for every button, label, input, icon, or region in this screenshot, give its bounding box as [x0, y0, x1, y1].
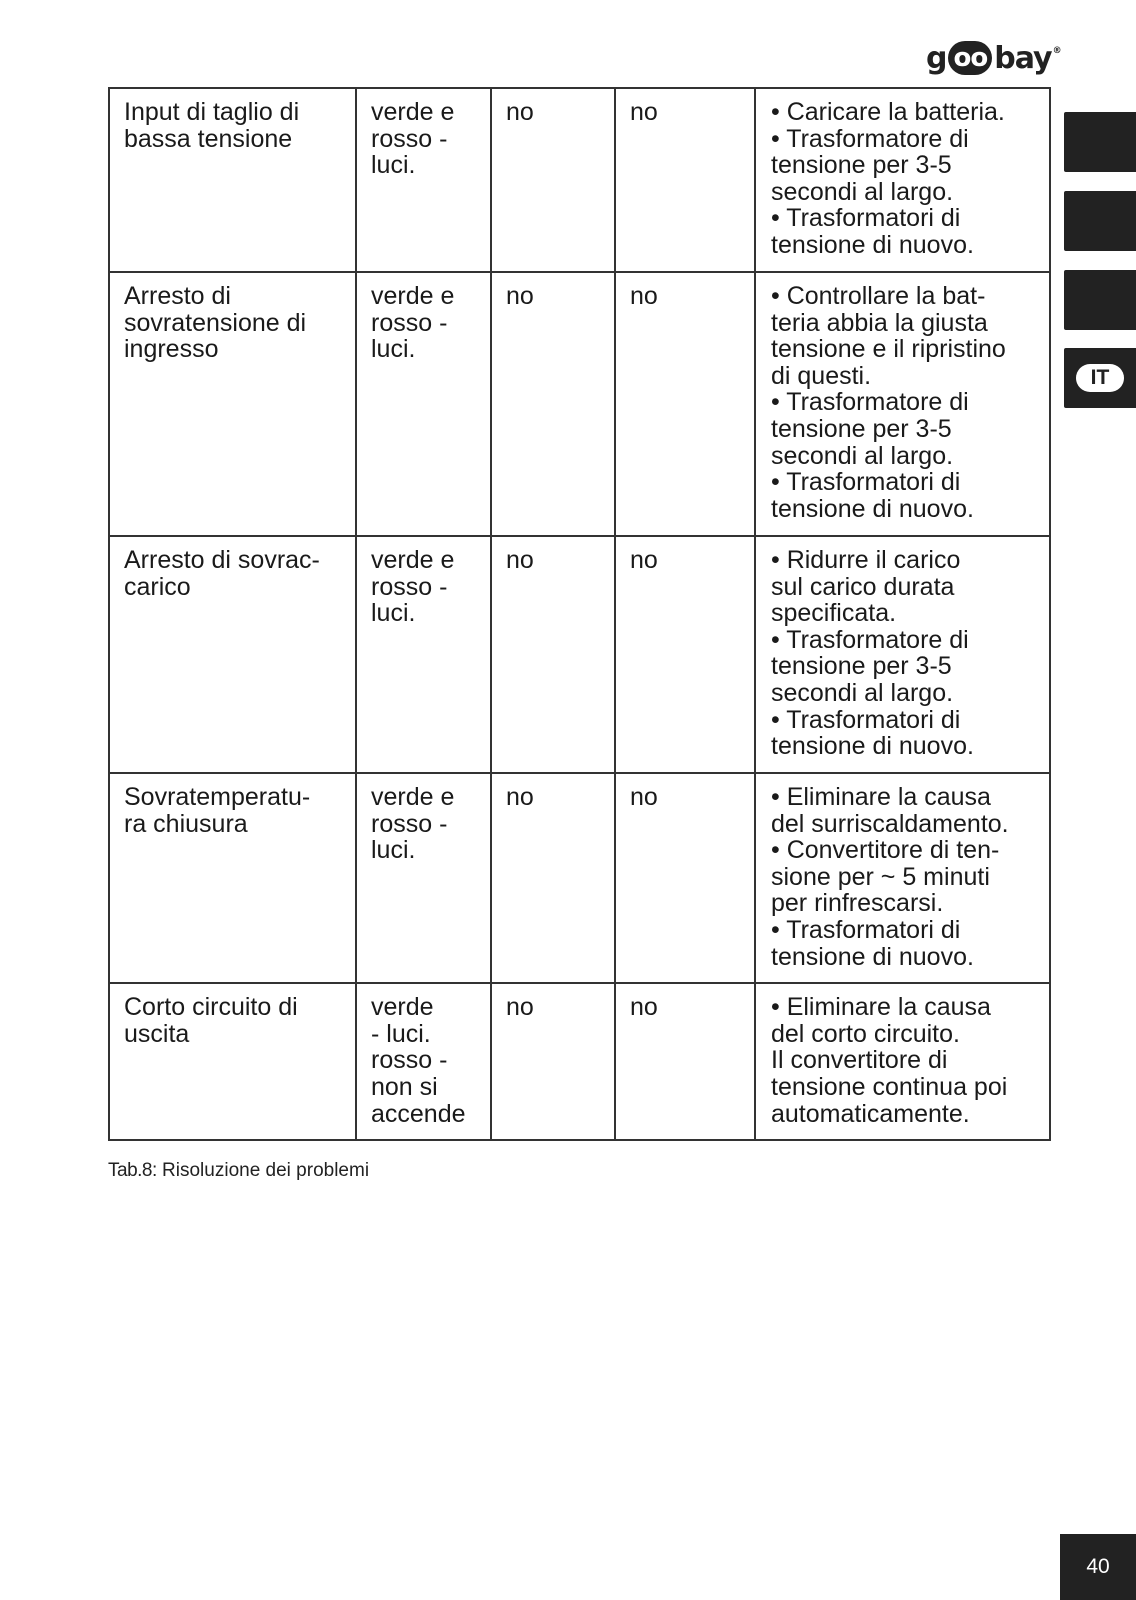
cell-text: no — [630, 98, 658, 126]
cell-text-line: non si — [371, 1072, 438, 1101]
led-status-cell — [356, 536, 491, 773]
language-tab-it[interactable] — [1064, 348, 1136, 408]
cell-text-line: ingresso — [124, 335, 219, 364]
cell-text-line: verde e — [371, 98, 455, 126]
cell-text-line: tensione per 3-5 — [771, 652, 952, 681]
cell-text-line: tensione e il ripristino — [771, 335, 1006, 364]
led-status-cell — [356, 88, 491, 272]
table-row — [109, 983, 1050, 1140]
cell-text-line: luci. — [371, 836, 416, 865]
cell-text-line: bassa tensione — [124, 124, 293, 153]
cell-text-line: del corto circuito. — [771, 1019, 960, 1048]
cell-text-line: • Trasformatori di — [771, 468, 961, 497]
table-row — [109, 272, 1050, 536]
language-tab-label: IT — [1076, 364, 1124, 392]
cell-text: no — [630, 993, 658, 1022]
cell-text-line: tensione di nuovo. — [771, 732, 974, 761]
cell-text-line: Arresto di sovrac- — [124, 546, 320, 574]
cell-text: no — [630, 282, 658, 310]
cell-text-line: • Eliminare la causa — [771, 993, 991, 1022]
cell-text-line: per rinfrescarsi. — [771, 889, 944, 918]
fault-cell — [109, 88, 356, 272]
cell-text-line: accende — [371, 1099, 466, 1128]
table-row — [109, 88, 1050, 272]
status-cell-3 — [491, 88, 615, 272]
cell-text-line: rosso - — [371, 1046, 448, 1075]
cell-text-line: Il convertitore di — [771, 1046, 948, 1075]
cell-text-line: del surriscaldamento. — [771, 809, 1009, 838]
cell-text-line: secondi al largo. — [771, 678, 954, 707]
cell-text-line: • Convertitore di ten- — [771, 836, 1000, 865]
cell-text: no — [506, 783, 534, 811]
cell-text-line: sul carico durata — [771, 572, 955, 601]
cell-text-line: tensione continua poi — [771, 1072, 1008, 1101]
cell-text-line: verde e — [371, 546, 455, 574]
fault-cell — [109, 536, 356, 773]
troubleshooting-table — [108, 87, 1051, 1141]
logo-registered-mark: ® — [1052, 46, 1061, 56]
cell-text-line: luci. — [371, 151, 416, 180]
cell-text-line: uscita — [124, 1019, 190, 1048]
logo-text-start: g — [926, 40, 947, 76]
cell-text: no — [506, 546, 534, 574]
cell-text-line: • Trasformatori di — [771, 915, 961, 944]
led-status-cell — [356, 773, 491, 983]
status-cell-4 — [615, 88, 755, 272]
cell-text-line: tensione di nuovo. — [771, 230, 974, 259]
cell-text-line: • Trasformatori di — [771, 204, 961, 233]
cell-text-line: Input di taglio di — [124, 98, 300, 126]
cell-text-line: tensione per 3-5 — [771, 151, 952, 180]
cell-text-line: luci. — [371, 335, 416, 364]
status-cell-4 — [615, 773, 755, 983]
cell-text-line: automaticamente. — [771, 1099, 970, 1128]
cell-text-line: secondi al largo. — [771, 441, 954, 470]
goobay-logo — [926, 38, 1061, 78]
page-number: 40 — [1060, 1534, 1136, 1600]
fault-cell — [109, 272, 356, 536]
cell-text-line: teria abbia la giusta — [771, 308, 988, 337]
status-cell-3 — [491, 983, 615, 1140]
cell-text-line: • Trasformatore di — [771, 124, 969, 153]
fault-cell — [109, 983, 356, 1140]
cell-text-line: • Eliminare la causa — [771, 783, 991, 811]
language-tab-1[interactable] — [1064, 112, 1136, 172]
cell-text-line: verde e — [371, 783, 455, 811]
cell-text-line: verde e — [371, 282, 455, 310]
cell-text: no — [506, 98, 534, 126]
cell-text: no — [506, 993, 534, 1022]
caption-text: Risoluzione dei problemi — [156, 1160, 370, 1181]
cell-text-line: luci. — [371, 599, 416, 628]
fault-cell — [109, 773, 356, 983]
cell-text: no — [630, 546, 658, 574]
cell-text-line: • Trasformatori di — [771, 705, 961, 734]
status-cell-4 — [615, 983, 755, 1140]
cell-text-line: • Trasformatore di — [771, 625, 969, 654]
cell-text-line: • Caricare la batteria. — [771, 98, 1005, 126]
status-cell-4 — [615, 536, 755, 773]
cell-text-line: rosso - — [371, 572, 448, 601]
status-cell-3 — [491, 272, 615, 536]
remedy-cell — [755, 88, 1050, 272]
status-cell-4 — [615, 272, 755, 536]
cell-text-line: carico — [124, 572, 191, 601]
status-cell-3 — [491, 536, 615, 773]
cell-text-line: - luci. — [371, 1019, 431, 1048]
cell-text-line: • Controllare la bat- — [771, 282, 986, 310]
cell-text: no — [506, 282, 534, 310]
cell-text-line: specificata. — [771, 599, 897, 628]
cell-text-line: secondi al largo. — [771, 177, 954, 206]
cell-text: no — [630, 783, 658, 811]
remedy-cell — [755, 983, 1050, 1140]
cell-text-line: tensione di nuovo. — [771, 942, 974, 971]
cell-text-line: rosso - — [371, 124, 448, 153]
cell-text-line: rosso - — [371, 809, 448, 838]
cell-text-line: rosso - — [371, 308, 448, 337]
caption-label: Tab.8: — [108, 1160, 157, 1181]
cell-text-line: Sovratemperatu- — [124, 783, 311, 811]
cell-text-line: Arresto di — [124, 282, 231, 310]
led-status-cell — [356, 272, 491, 536]
cell-text-line: di questi. — [771, 361, 872, 390]
cell-text-line: tensione per 3-5 — [771, 414, 952, 443]
language-tab-2[interactable] — [1064, 191, 1136, 251]
remedy-cell — [755, 536, 1050, 773]
cell-text-line: • Trasformatore di — [771, 388, 969, 417]
logo-text-end: bay — [994, 40, 1052, 76]
status-cell-3 — [491, 773, 615, 983]
cell-text-line: sovratensione di — [124, 308, 307, 337]
remedy-cell — [755, 773, 1050, 983]
language-tab-3[interactable] — [1064, 270, 1136, 330]
led-status-cell — [356, 983, 491, 1140]
remedy-cell — [755, 272, 1050, 536]
cell-text-line: tensione di nuovo. — [771, 494, 974, 523]
table-row — [109, 536, 1050, 773]
table-row — [109, 773, 1050, 983]
cell-text-line: verde — [371, 993, 434, 1022]
cell-text-line: Corto circuito di — [124, 993, 298, 1022]
cell-text-line: ra chiusura — [124, 809, 248, 838]
cell-text-line: • Ridurre il carico — [771, 546, 961, 574]
table-caption — [108, 1160, 369, 1182]
logo-oo-mark: oo — [948, 41, 992, 75]
cell-text-line: sione per ~ 5 minuti — [771, 862, 990, 891]
